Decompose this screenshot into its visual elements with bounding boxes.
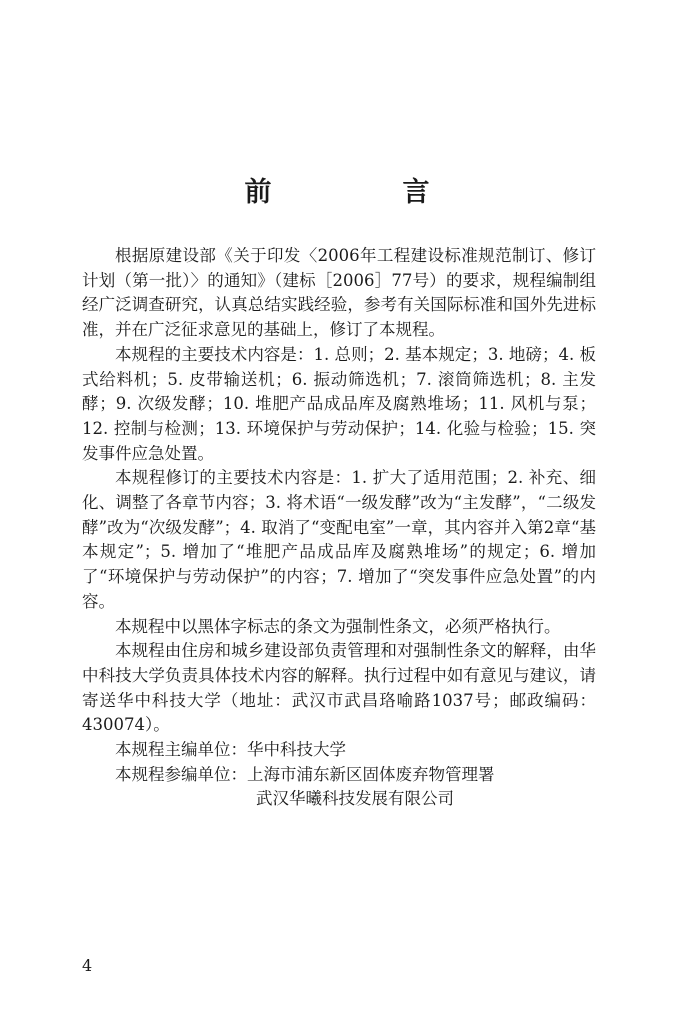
paragraph-management: 本规程由住房和城乡建设部负责管理和对强制性条文的解释，由华中科技大学负责具体技术内容的解释。执行过程中如有意见与建议，请寄送华中科技大学（地址：武汉市武昌珞喻路1037号；邮政编码：430074）。 [82, 641, 596, 735]
participating-unit: 武汉华曦科技发展有限公司 [256, 789, 454, 809]
paragraph-mandatory-clauses: 本规程中以黑体字标志的条文为强制性条文，必须严格执行。 [115, 616, 561, 636]
paragraph-revised-contents: 本规程修订的主要技术内容是：1. 扩大了适用范围；2. 补充、细化、调整了各章节内容；3. 将术语“一级发酵”改为“主发酵”，“二级发酵”改为“次级发酵”；4. 取消了“变配电室”一章，其内容并入第2章“基本规定”；5. 增加了“堆肥产品成品库及腐熟堆场”的规定；6. 增加了“环境保护与劳动保护”的内容；7. 增加了“突发事件应急处置”的内容。 [82, 468, 596, 611]
participating-units-label: 本规程参编单位： [115, 764, 247, 784]
page-title: 前 言 [244, 177, 482, 208]
participating-units-line [82, 763, 596, 788]
participating-unit: 上海市浦东新区固体废弃物管理署 [247, 764, 495, 784]
chief-editor-unit: 本规程主编单位：华中科技大学 [115, 740, 346, 760]
page-number: 4 [82, 956, 93, 975]
paragraph-main-contents: 本规程的主要技术内容是：1. 总则；2. 基本规定；3. 地磅；4. 板式给料机；5. 皮带输送机；6. 振动筛选机；7. 滚筒筛选机；8. 主发酵；9. 次级发酵；10. 堆肥产品成品库及腐熟堆场；11. 风机与泵；12. 控制与检测；13. 环境保护与劳动保护；14. 化验与检验；15. 突发事件应急处置。 [82, 344, 596, 463]
paragraph-revision-basis: 根据原建设部《关于印发〈2006年工程建设标准规范制订、修订计划（第一批）〉的通知》（建标［2006］77号）的要求，规程编制组经广泛调查研究，认真总结实践经验，参考有关国际标准和国外先进标准，并在广泛征求意见的基础上，修订了本规程。 [82, 246, 596, 340]
preface-body [82, 244, 596, 812]
